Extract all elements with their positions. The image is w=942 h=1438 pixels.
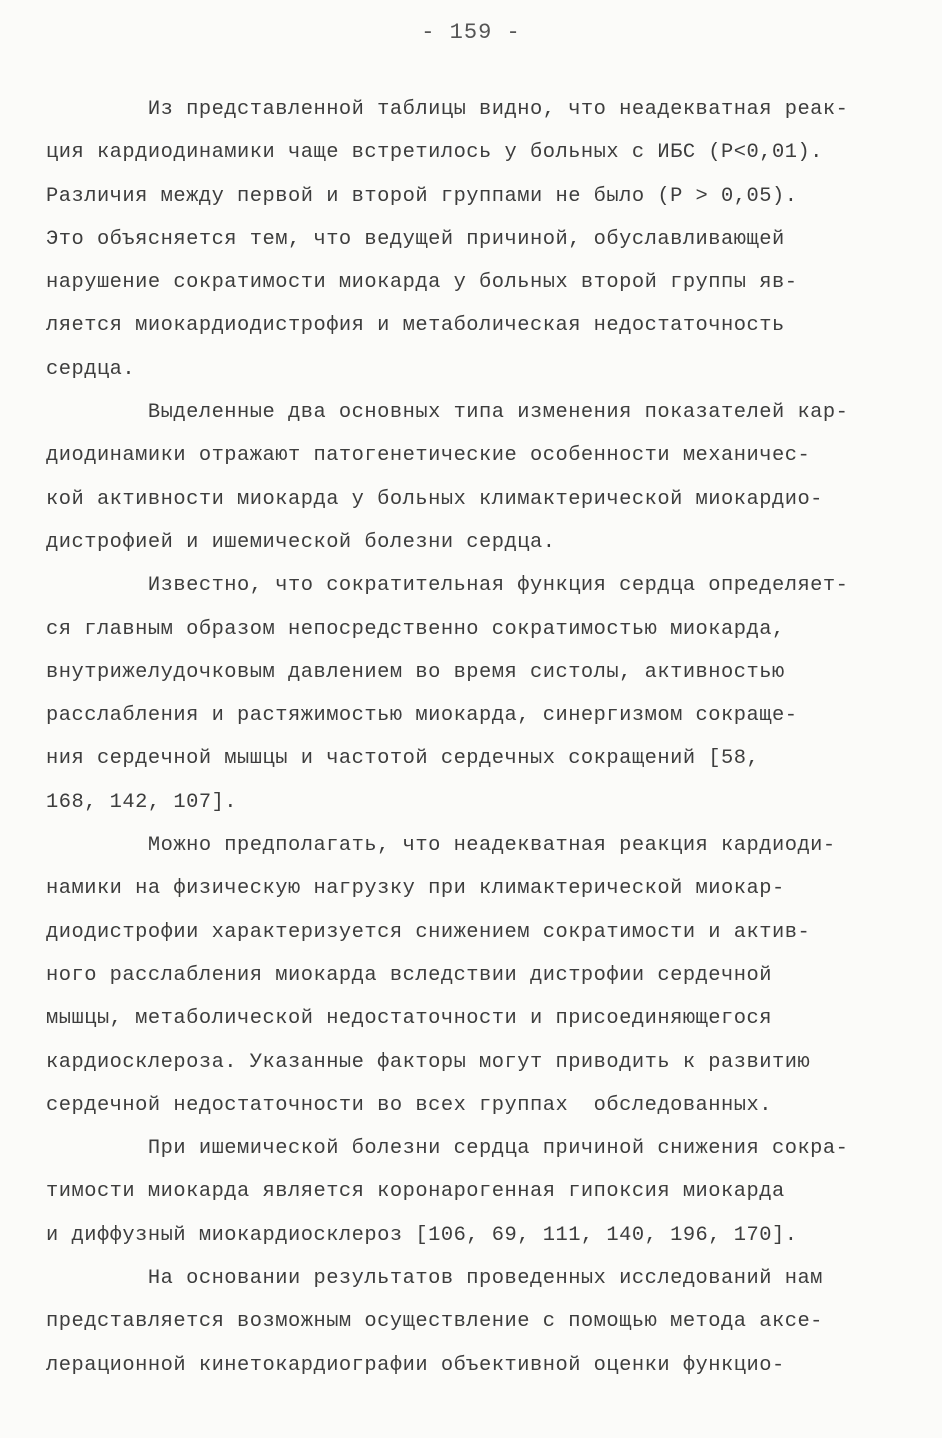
text-line: кардиосклероза. Указанные факторы могут приводить к развитию bbox=[46, 1050, 811, 1074]
text-line: расслабления и растяжимостью миокарда, синергизмом сокраще- bbox=[46, 704, 798, 728]
page-number: - 159 - bbox=[421, 20, 521, 45]
text-line: При ишемической болезни сердца причиной снижения сокра- bbox=[46, 1137, 849, 1161]
text-line: ния сердечной мышцы и частотой сердечных сокращений [58, bbox=[46, 747, 760, 771]
text-line: дистрофией и ишемической болезни сердца. bbox=[46, 530, 556, 554]
text-line: Выделенные два основных типа изменения показателей кар- bbox=[46, 401, 849, 425]
text-line: ся главным образом непосредственно сократимостью миокарда, bbox=[46, 617, 785, 641]
text-line: ция кардиодинамики чаще встретилось у больных с ИБС (Р<0,01). bbox=[46, 141, 823, 165]
text-line: представляется возможным осуществление с помощью метода аксе- bbox=[46, 1310, 823, 1334]
text-line: ляется миокардиодистрофия и метаболическая недостаточность bbox=[46, 314, 785, 338]
text-line: Известно, что сократительная функция сердца определяет- bbox=[46, 574, 849, 598]
text-line: внутрижелудочковым давлением во время систолы, активностью bbox=[46, 660, 785, 684]
text-line: нарушение сократимости миокарда у больных второй группы яв- bbox=[46, 271, 798, 295]
text-line: Из представленной таблицы видно, что неадекватная реак- bbox=[46, 98, 849, 121]
body-text bbox=[46, 88, 906, 1387]
text-line: ного расслабления миокарда вследствии дистрофии сердечной bbox=[46, 963, 772, 987]
text-line: и диффузный миокардиосклероз [106, 69, 111, 140, 196, 170]. bbox=[46, 1223, 798, 1247]
text-line: На основании результатов проведенных исследований нам bbox=[46, 1267, 823, 1291]
text-line: Можно предполагать, что неадекватная реакция кардиоди- bbox=[46, 834, 836, 858]
text-line: Различия между первой и второй группами не было (Р > 0,05). bbox=[46, 184, 798, 208]
text-line: мышцы, метаболической недостаточности и присоединяющегося bbox=[46, 1007, 772, 1031]
text-line: Это объясняется тем, что ведущей причиной, обуславливающей bbox=[46, 227, 785, 251]
text-line: намики на физическую нагрузку при климактерической миокар- bbox=[46, 877, 785, 901]
text-line: тимости миокарда является коронарогенная гипоксия миокарда bbox=[46, 1180, 785, 1204]
text-line: диодинамики отражают патогенетические особенности механичес- bbox=[46, 444, 811, 468]
text-line: лерационной кинетокардиографии объективной оценки функцио- bbox=[46, 1353, 785, 1377]
text-line: сердечной недостаточности во всех группах обследованных. bbox=[46, 1093, 772, 1117]
text-line: 168, 142, 107]. bbox=[46, 790, 238, 814]
text-line: диодистрофии характеризуется снижением сократимости и актив- bbox=[46, 920, 811, 944]
text-line: сердца. bbox=[46, 357, 136, 381]
text-line: кой активности миокарда у больных климактерической миокардио- bbox=[46, 487, 823, 511]
